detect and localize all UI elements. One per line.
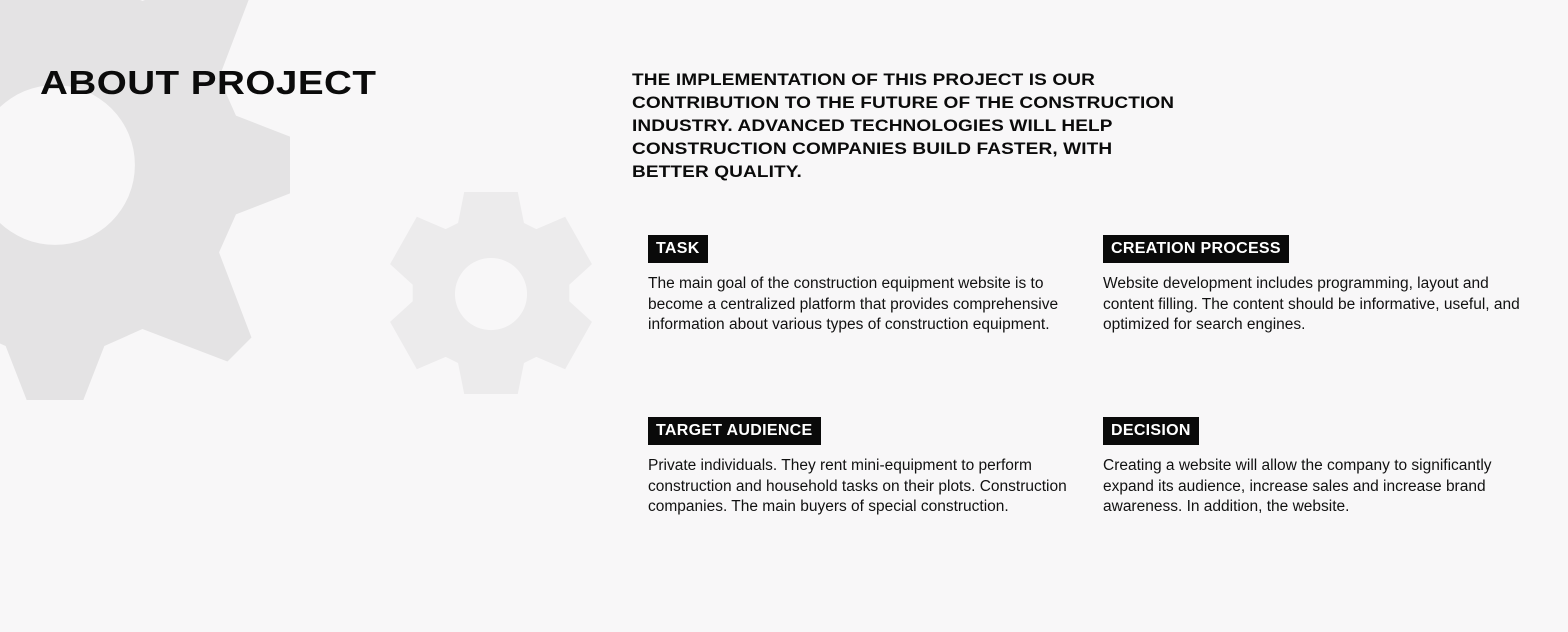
card-decision — [1103, 417, 1523, 518]
card-label-task: TASK — [648, 235, 708, 263]
card-task — [648, 235, 1068, 336]
card-text-target-audience: Private individuals. They rent mini-equipment to perform construction and household tasks on their plots. Construction companies. The main buyers of special construction. — [648, 457, 1067, 515]
page-title: ABOUT PROJECT — [40, 64, 377, 101]
card-text-task: The main goal of the construction equipment website is to become a centralized platform that provides comprehensive information about various types of construction equipment. — [648, 275, 1059, 333]
card-label-target-audience: TARGET AUDIENCE — [648, 417, 821, 445]
intro-statement: THE IMPLEMENTATION OF THIS PROJECT IS OUR CONTRIBUTION TO THE FUTURE OF THE CONSTRUCTION INDUSTRY. ADVANCED TECHNOLOGIES WILL HELP CONSTRUCTION COMPANIES BUILD FASTER, WITH BETTER QUALITY. — [632, 70, 1175, 181]
card-label-decision: DECISION — [1103, 417, 1199, 445]
card-target-audience — [648, 417, 1068, 518]
gear-icon-small — [388, 188, 594, 398]
card-text-creation-process: Website development includes programming, layout and content filling. The content should be informative, useful, and optimized for search engines. — [1103, 275, 1520, 333]
card-text-decision: Creating a website will allow the company to significantly expand its audience, increase sales and increase brand awareness. In addition, the website. — [1103, 457, 1492, 515]
gear-icon-large — [0, 0, 290, 400]
card-label-creation-process: CREATION PROCESS — [1103, 235, 1289, 263]
card-creation-process — [1103, 235, 1523, 336]
